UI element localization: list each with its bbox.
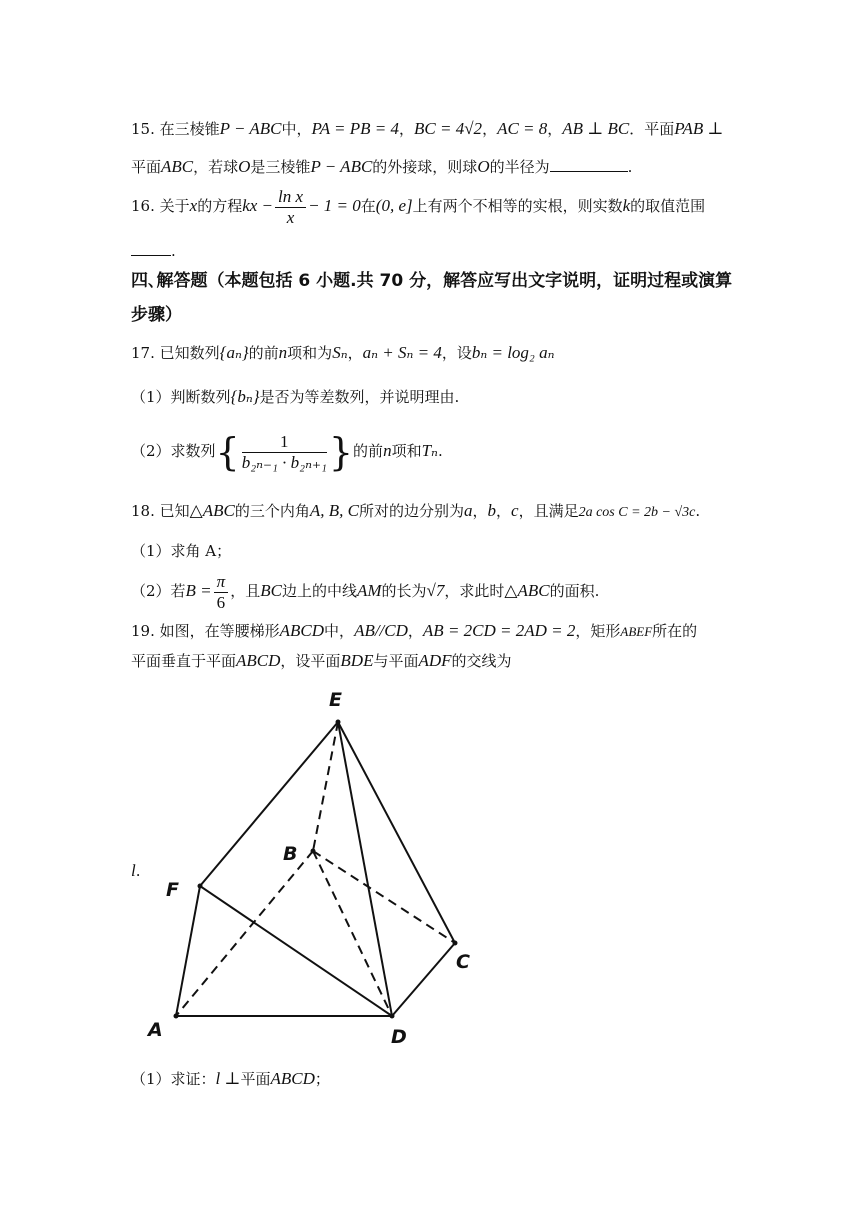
label-C: C	[456, 951, 470, 973]
vertex-C	[453, 941, 458, 946]
fraction: $\frac{\text{ln x}}{x}$	[275, 187, 306, 228]
vertex-D	[390, 1014, 395, 1019]
edge-FD	[200, 886, 392, 1016]
q18-line1: 18. 已知△ABC的三个内角A, B, C所对的边分别为a，b，c，且满足2a cos C = 2b − √3c.	[131, 501, 701, 520]
question-number: 19.	[131, 622, 155, 640]
edge-EF	[200, 722, 338, 886]
q17-part1: （1）判断数列{bₙ}是否为等差数列，并说明理由.	[131, 387, 460, 406]
label-B: B	[283, 843, 298, 865]
edge-FA	[176, 886, 200, 1016]
question-number: 17.	[131, 344, 155, 362]
section-heading-cont: 步骤）	[131, 305, 182, 325]
vertex-A	[174, 1014, 179, 1019]
edge-DC	[392, 943, 455, 1016]
label-D: D	[391, 1026, 407, 1048]
q19-part1: （1）求证：l ⊥平面ABCD；	[131, 1069, 330, 1088]
q16-line2: .	[131, 240, 176, 262]
vertex-F	[198, 884, 203, 889]
edge-BA-hidden	[176, 851, 313, 1016]
question-number: 18.	[131, 502, 155, 520]
label-E: E	[329, 689, 342, 711]
section-heading: 四､解答题（本题包括 6 小题.共 70 分，解答应写出文字说明，证明过程或演算	[131, 271, 733, 291]
q18-part2: （2）若B = $\frac{\pi}{6}$ ，且BC边上的中线AM的长为√7，求此时△ABC的面积.	[131, 571, 600, 612]
edge-ED	[338, 722, 392, 1016]
q17-part2: （2）求数列{ $\frac{1}{\text{b₂ₙ₋₁ · b₂ₙ₊₁}}$ }的前n项和Tₙ.	[131, 430, 443, 474]
q16-line1: 16. 关于x的方程kx − $\frac{\text{ln x}}{x}$ − 1 = 0在(0, e]上有两个不相等的实根，则实数k的取值范围	[131, 186, 706, 227]
q18-part1: （1）求角 A；	[131, 542, 232, 560]
label-A: A	[148, 1019, 163, 1041]
q15-line2: 平面ABC，若球O是三棱锥P − ABC的外接球，则球O的半径为 .	[131, 157, 633, 176]
q17-line1: 17. 已知数列{aₙ}的前n项和为Sₙ，aₙ + Sₙ = 4，设bₙ = log₂ aₙ	[131, 343, 555, 362]
fraction: $\frac{1}{\text{b₂ₙ₋₁ · b₂ₙ₊₁}}$	[241, 431, 327, 472]
edge-EB-hidden	[313, 722, 338, 851]
vertex-B	[311, 849, 316, 854]
label-F: F	[166, 879, 179, 901]
q19-line1: 19. 如图，在等腰梯形ABCD中，AB//CD，AB = 2CD = 2AD = 2，矩形ABEF所在的	[131, 621, 698, 640]
q19-l-label: l.	[131, 861, 141, 880]
edge-EC	[338, 722, 455, 943]
q15-line1: 15. 在三棱锥P − ABC中，PA = PB = 4，BC = 4√2，AC = 8，AB ⊥ BC．平面PAB ⊥	[131, 119, 724, 138]
q19-line2: 平面垂直于平面ABCD，设平面BDE与平面ADF的交线为	[131, 651, 512, 670]
vertex-E	[336, 720, 341, 725]
fraction: $\frac{\pi}{6}$	[214, 572, 229, 613]
question-number: 16.	[131, 197, 155, 215]
question-number: 15.	[131, 120, 155, 138]
